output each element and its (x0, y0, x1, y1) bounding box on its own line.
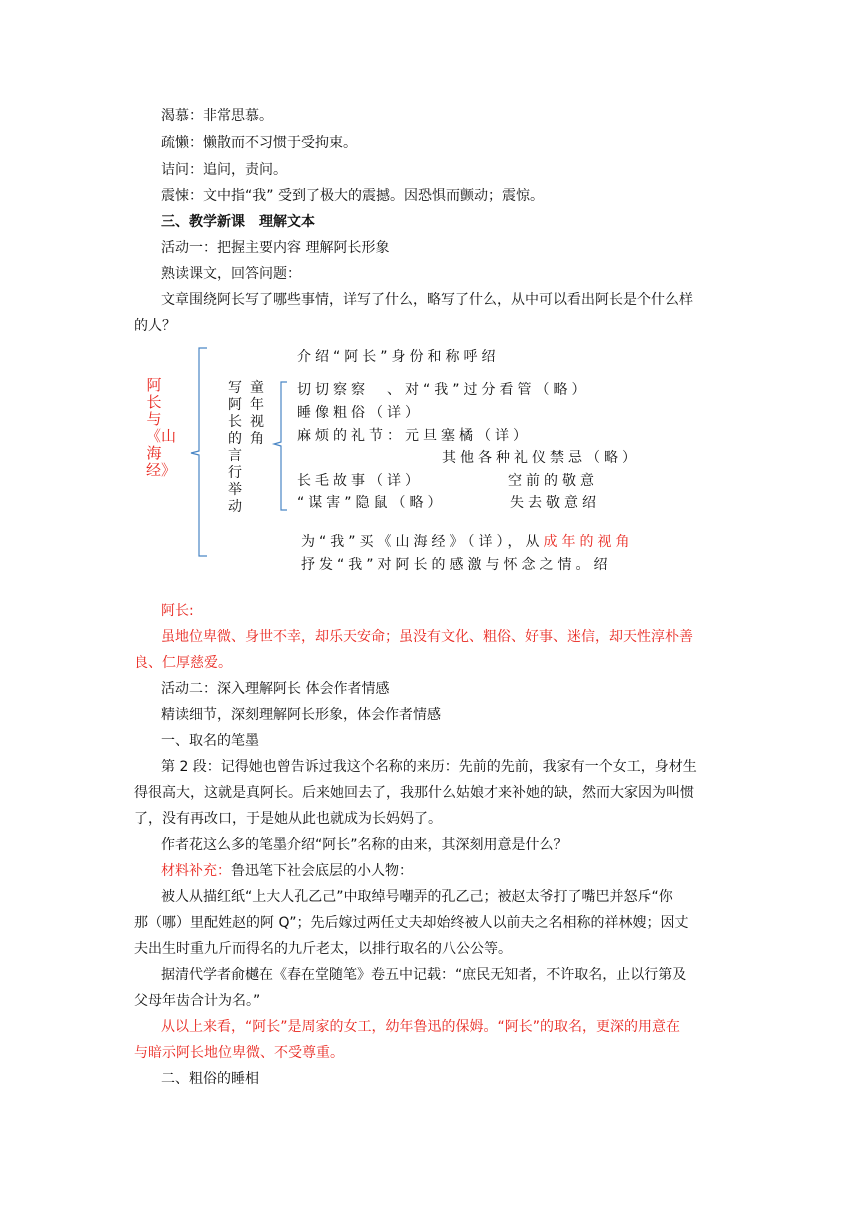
paragraph-line: 据清代学者俞樾在《春在堂随笔》卷五中记载：“庶民无知者，不许取名，止以行第及 (161, 967, 687, 983)
paragraph-line: 父母年齿合计为名。” (134, 993, 261, 1009)
section-heading: 三、教学新课 理解文本 (161, 214, 315, 230)
activity-heading: 活动一：把握主要内容 理解阿长形象 (161, 240, 390, 256)
conclusion-line: 与暗示阿长地位卑微、不受尊重。 (134, 1045, 344, 1061)
diagram-item: 其他各种礼仪禁忌（略） (442, 450, 640, 466)
paragraph-line: 那（哪）里配姓赵的阿 Q”；先后嫁过两任丈夫却始终被人以前夫之名相称的祥林嫂；因丈 (134, 915, 689, 931)
instruction: 精读细节，深刻理解阿长形象，体会作者情感 (161, 707, 441, 723)
subsection-heading: 二、粗俗的睡相 (161, 1071, 259, 1087)
activity-heading: 活动二：深入理解阿长 体会作者情感 (161, 681, 390, 697)
material-text: 鲁迅笔下社会底层的小人物： (231, 863, 413, 879)
vocab-item: 渴慕：非常思慕。 (161, 108, 273, 124)
diagram-category: 写阿长的言行举动 (228, 380, 242, 515)
summary-label: 阿长: (161, 603, 194, 619)
material-label: 材料补充： (161, 863, 231, 879)
summary-line: 良、仁厚慈爱。 (134, 655, 232, 671)
diagram-item: 麻烦的礼节：元旦塞橘（详） (297, 428, 531, 444)
diagram-item: 睡像粗俗（详） (297, 405, 423, 421)
paragraph-line: 被人从描红纸“上大人孔乙己”中取绰号嘲弄的孔乙己；被赵太爷打了嘴巴并怒斥“你 (161, 889, 673, 905)
material-heading (161, 861, 413, 881)
diagram-item: “谋害”隐鼠（略） (297, 495, 446, 511)
paragraph-line: 夫出生时重九斤而得名的九斤老太，以排行取名的八公公等。 (134, 941, 512, 957)
vocab-item: 震悚：文中指“我” 受到了极大的震撼。因恐惧而颤动；震惊。 (161, 188, 544, 204)
paragraph-line: 第 2 段：记得她也曾告诉过我这个名称的来历：先前的先前，我家有一个女工，身材生 (161, 759, 697, 775)
question-line: 文章围绕阿长写了哪些事情，详写了什么，略写了什么，从中可以看出阿长是个什么样 (161, 292, 693, 308)
vocab-item: 诘问：追问，责问。 (161, 162, 287, 178)
diagram-perspective: 童年视角 (250, 380, 264, 447)
question-line: 作者花这么多的笔墨介绍“阿长”名称的由来，其深刻用意是什么？ (161, 837, 568, 853)
instruction: 熟读课文，回答问题： (161, 266, 301, 282)
diagram-item: 失去敬意绍 (510, 495, 600, 511)
subsection-heading: 一、取名的笔墨 (161, 733, 259, 749)
paragraph-line: 得很高大，这就是真阿长。后来她回去了，我那什么姑娘才来补她的缺，然而大家因为叫惯 (134, 785, 694, 801)
paragraph-line: 了，没有再改口，于是她从此也就成为长妈妈了。 (134, 811, 442, 827)
diagram-top-item: 介绍“阿长”身份和称呼绍 (297, 349, 500, 365)
summary-line: 虽地位卑微、身世不幸，却乐天安命；虽没有文化、粗俗、好事、迷信，却天性淳朴善 (161, 629, 693, 645)
question-line: 的人？ (134, 318, 176, 334)
outer-brace (185, 346, 215, 560)
conclusion-line: 从以上来看，“阿长”是周家的女工，幼年鲁迅的保姆。“阿长”的取名，更深的用意在 (161, 1019, 681, 1035)
diagram-item: 空前的敬意 (508, 473, 598, 489)
diagram-bottom-line (301, 531, 634, 553)
diagram-item: 切切察察 、对“我”过分看管（略） (297, 382, 590, 398)
diagram-bottom-line: 抒发“我”对阿长的感激与怀念之情。绍 (301, 557, 612, 573)
diagram-item: 长毛故事（详） (297, 473, 423, 489)
diagram-bottom-text: 为“我”买《山海经》（详），从 (301, 534, 544, 550)
diagram-highlight: 成年的视角 (543, 534, 634, 550)
vocab-item: 疏懒：懒散而不习惯于受拘束。 (161, 135, 357, 151)
diagram-root-label: 阿长与《山海经》 (146, 376, 177, 479)
inner-brace (269, 380, 291, 514)
